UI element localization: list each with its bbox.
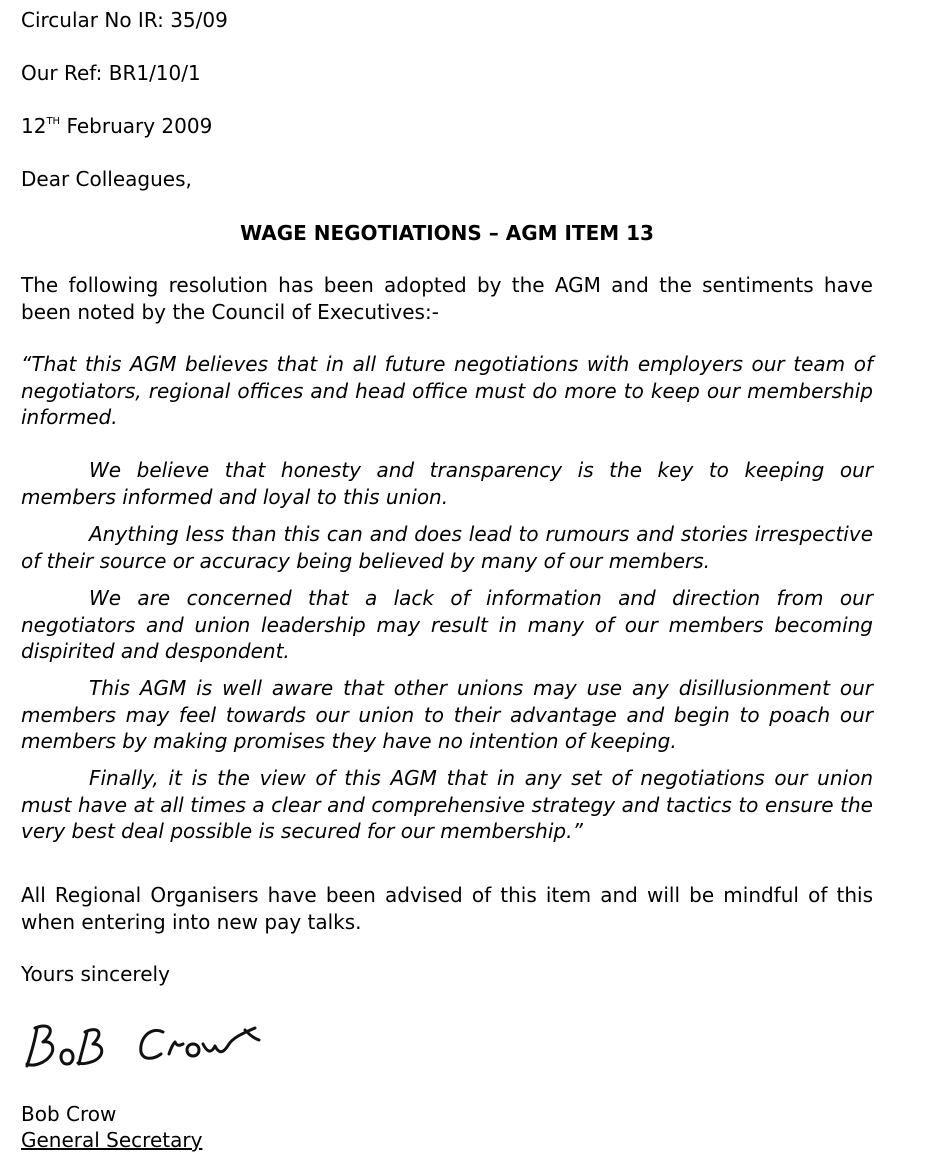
signatory-position: General Secretary — [21, 1128, 203, 1152]
resolution-paragraph-2: We believe that honesty and transparency is the key to keeping our members informed and loyal to this union. — [21, 458, 873, 509]
date-suffix: TH — [46, 116, 61, 127]
date-day: 12 — [21, 114, 47, 138]
resolution-paragraph-6: Finally, it is the view of this AGM that in any set of negotiations our union must have at all times a clear and comprehensive strategy and tactics to ensure the very best deal possible is secured for our membership.” — [21, 766, 873, 843]
resolution-paragraph-4: We are concerned that a lack of information and direction from our negotiators and union leadership may result in many of our members becoming dispirited and despondent. — [21, 586, 873, 663]
letter-date — [21, 113, 212, 139]
handwritten-signature — [23, 1018, 263, 1072]
signatory-name: Bob Crow — [21, 1102, 117, 1126]
valediction: Yours sincerely — [21, 962, 170, 986]
date-month-year: February 2009 — [60, 114, 213, 138]
resolution-paragraph-1: “That this AGM believes that in all future negotiations with employers our team of negotiators, regional offices and head office must do more to keep our membership informed. — [21, 352, 873, 429]
closing-note: All Regional Organisers have been advised of this item and will be mindful of this when entering into new pay talks. — [21, 883, 873, 934]
letter-title: WAGE NEGOTIATIONS – AGM ITEM 13 — [240, 221, 654, 245]
resolution-paragraph-3: Anything less than this can and does lead to rumours and stories irrespective of their source or accuracy being believed by many of our members. — [21, 522, 873, 573]
circular-number: Circular No IR: 35/09 — [21, 8, 228, 32]
intro-paragraph: The following resolution has been adopted by the AGM and the sentiments have been noted by the Council of Executives:- — [21, 273, 873, 324]
reference: Our Ref: BR1/10/1 — [21, 61, 201, 85]
resolution-paragraph-5: This AGM is well aware that other unions may use any disillusionment our members may feel towards our union to their advantage and begin to poach our members by making promises they have no intention of keeping. — [21, 676, 873, 753]
salutation: Dear Colleagues, — [21, 167, 192, 191]
